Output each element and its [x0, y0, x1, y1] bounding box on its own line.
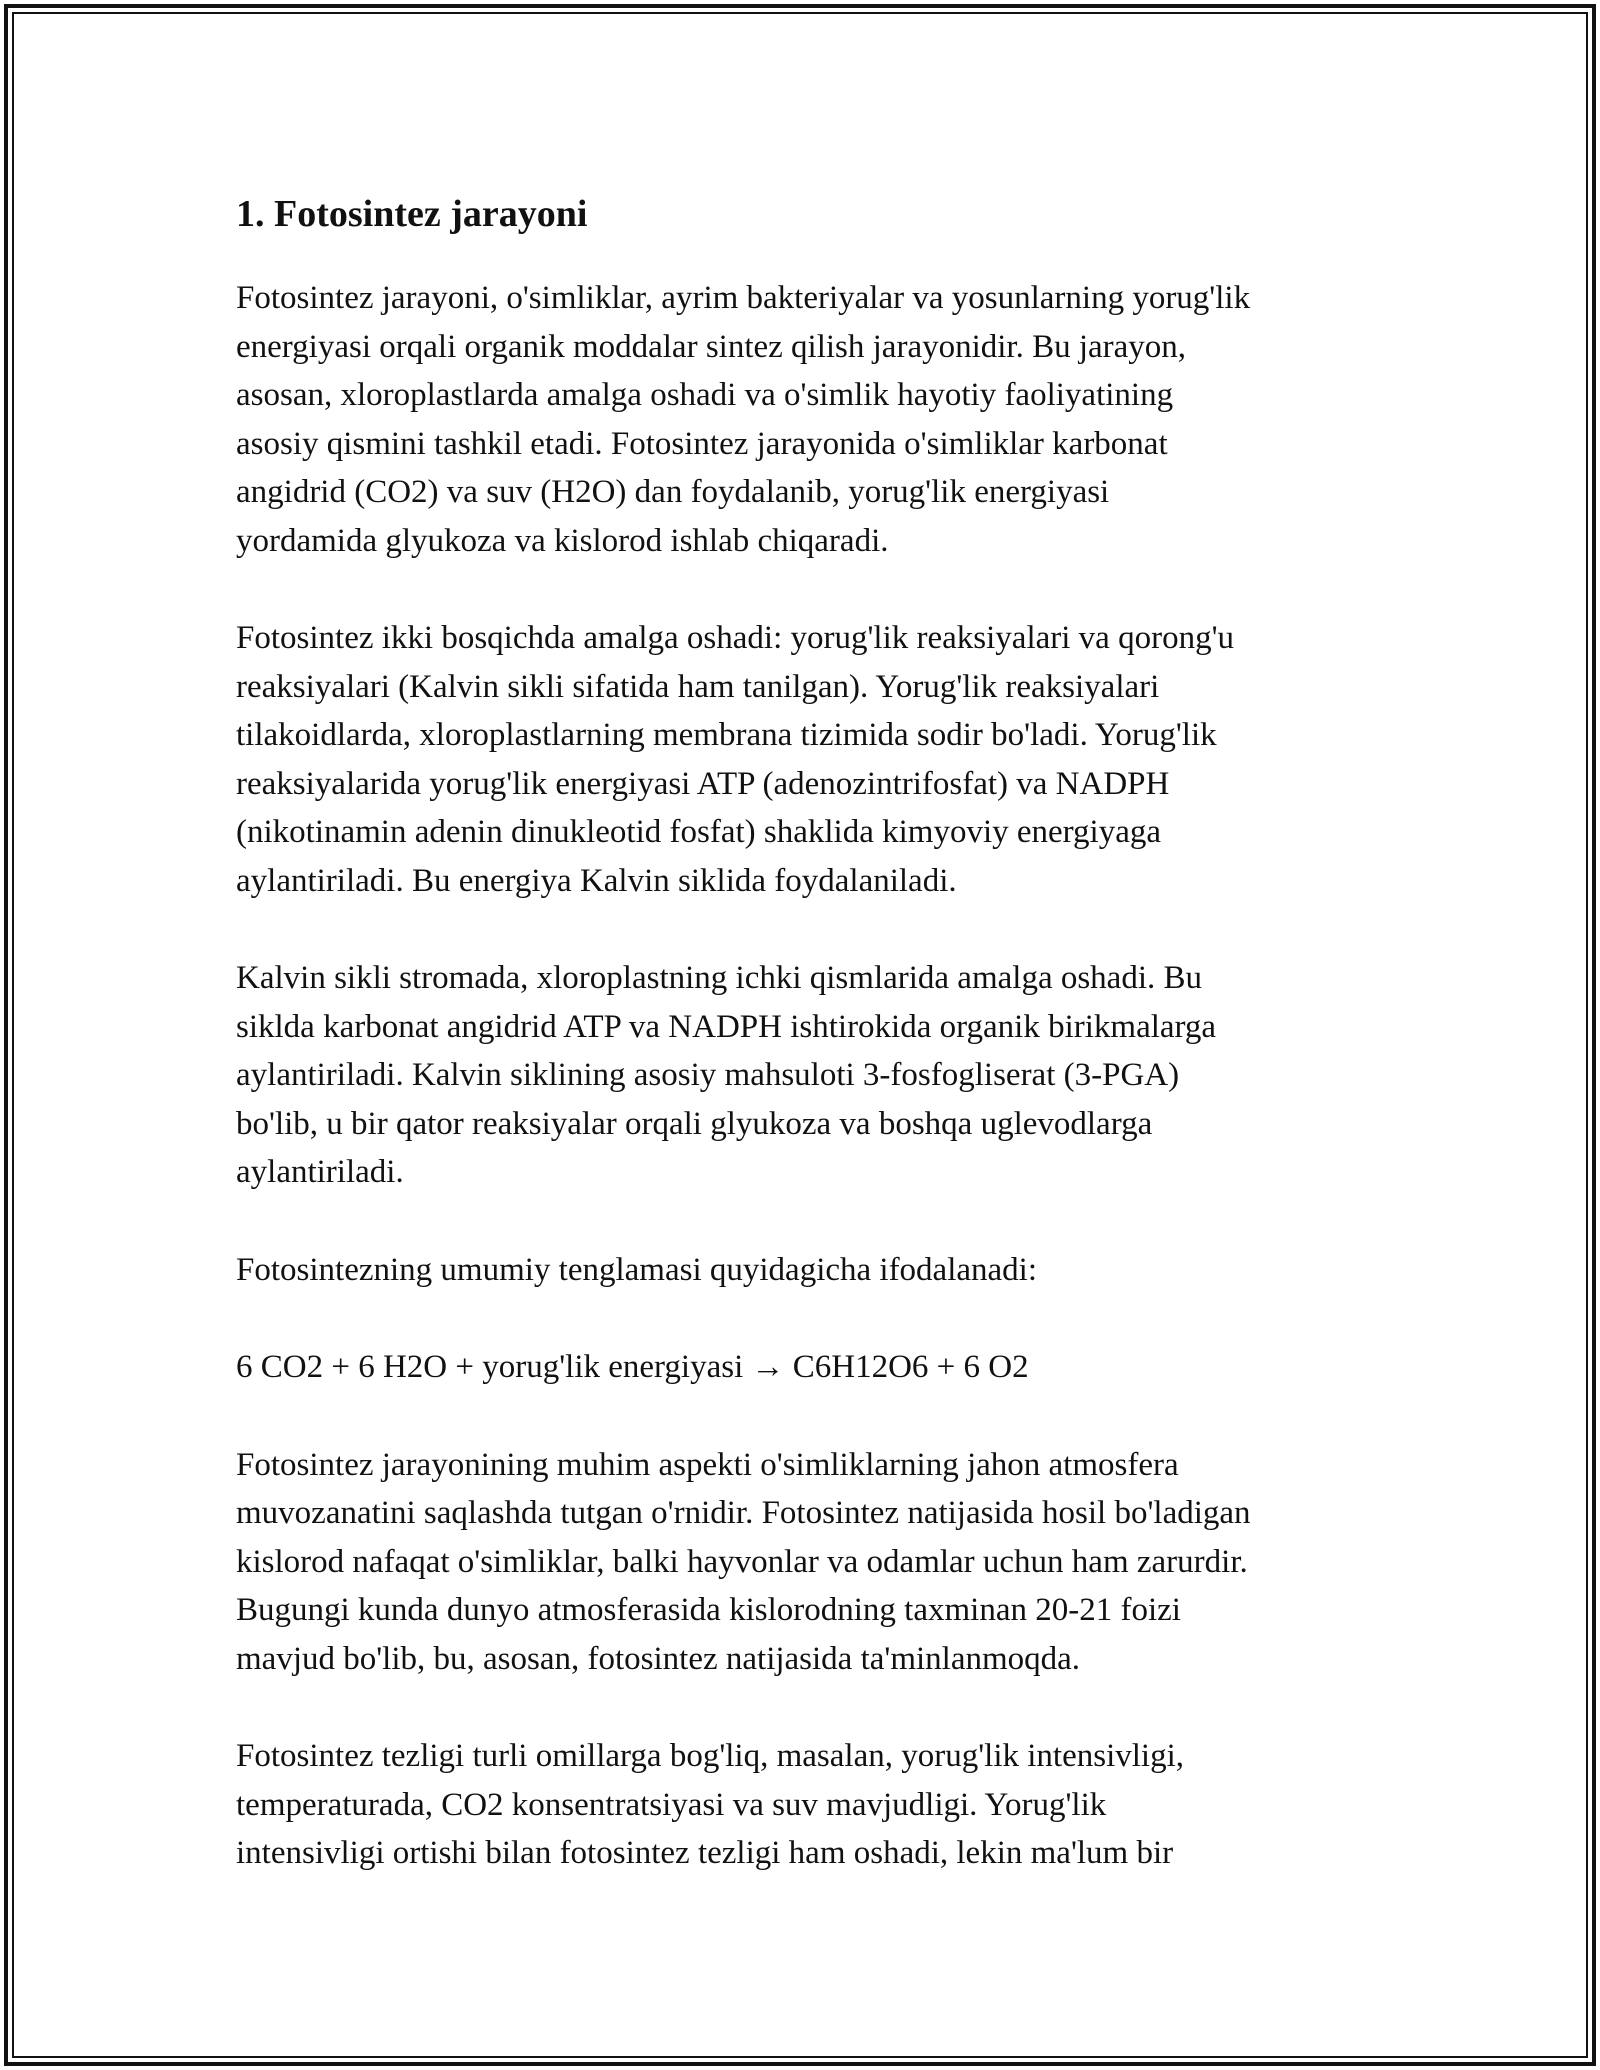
paragraph-line: Fotosintez jarayonining muhim aspekti o'simliklarning jahon atmosfera	[236, 1446, 1179, 1483]
paragraph-line: kislorod nafaqat o'simliklar, balki hayvonlar va odamlar uchun ham zarurdir.	[236, 1543, 1248, 1580]
paragraph	[236, 954, 1376, 1197]
paragraph-line: intensivligi ortishi bilan fotosintez tezligi ham oshadi, lekin ma'lum bir	[236, 1835, 1174, 1871]
document-body	[236, 184, 1376, 1927]
paragraph-line: reaksiyalarida yorug'lik energiyasi ATP (adenozintrifosfat) va NADPH	[236, 765, 1170, 802]
paragraph	[236, 614, 1376, 905]
paragraph-line: aylantiriladi. Bu energiya Kalvin siklida foydalaniladi.	[236, 862, 957, 899]
paragraph-line: aylantiriladi.	[236, 1154, 404, 1190]
paragraph-line: energiyasi orqali organik moddalar sintez qilish jarayonidir. Bu jarayon,	[236, 328, 1187, 365]
paragraph	[236, 1343, 1376, 1392]
paragraph-line: angidrid (CO2) va suv (H2O) dan foydalanib, yorug'lik energiyasi	[236, 474, 1110, 510]
paragraph-line: reaksiyalari (Kalvin sikli sifatida ham tanilgan). Yorug'lik reaksiyalari	[236, 668, 1160, 705]
paragraph	[236, 1441, 1376, 1684]
section-heading: 1. Fotosintez jarayoni	[236, 193, 588, 235]
paragraph-line: Fotosintez jarayoni, o'simliklar, ayrim bakteriyalar va yosunlarning yorug'lik	[236, 280, 1251, 316]
paragraph-line: siklda karbonat angidrid ATP va NADPH ishtirokida organik birikmalarga	[236, 1008, 1217, 1045]
paragraph-line: Fotosintezning umumiy tenglamasi quyidagicha ifodalanadi:	[236, 1251, 1038, 1288]
paragraph-line: temperaturada, CO2 konsentratsiyasi va suv mavjudligi. Yorug'lik	[236, 1786, 1107, 1823]
paragraph	[236, 1246, 1376, 1295]
paragraph-line: mavjud bo'lib, bu, asosan, fotosintez natijasida ta'minlanmoqda.	[236, 1640, 1081, 1677]
paragraph-line: Kalvin sikli stromada, xloroplastning ichki qismlarida amalga oshadi. Bu	[236, 960, 1203, 996]
paragraph-line: yordamida glyukoza va kislorod ishlab chiqaradi.	[236, 522, 889, 559]
paragraph-line: Fotosintez tezligi turli omillarga bog'liq, masalan, yorug'lik intensivligi,	[236, 1738, 1184, 1774]
paragraph	[236, 1732, 1376, 1878]
paragraph-line: asosiy qismini tashkil etadi. Fotosintez jarayonida o'simliklar karbonat	[236, 425, 1168, 462]
paragraph-line: asosan, xloroplastlarda amalga oshadi va o'simlik hayotiy faoliyatining	[236, 377, 1174, 413]
paragraph	[236, 274, 1376, 565]
paragraph-line: (nikotinamin adenin dinukleotid fosfat) shaklida kimyoviy energiyaga	[236, 814, 1162, 850]
paragraph-line: muvozanatini saqlashda tutgan o'rnidir. Fotosintez natijasida hosil bo'ladigan	[236, 1495, 1251, 1531]
paragraph-list	[236, 274, 1376, 1878]
paragraph-line: 6 CO2 + 6 H2O + yorug'lik energiyasi → C6H12O6 + 6 O2	[236, 1349, 1029, 1385]
paragraph-line: bo'lib, u bir qator reaksiyalar orqali glyukoza va boshqa uglevodlarga	[236, 1105, 1153, 1142]
paragraph-line: aylantiriladi. Kalvin siklining asosiy mahsuloti 3-fosfogliserat (3-PGA)	[236, 1057, 1180, 1093]
paragraph-line: tilakoidlarda, xloroplastlarning membrana tizimida sodir bo'ladi. Yorug'lik	[236, 717, 1217, 753]
paragraph-line: Fotosintez ikki bosqichda amalga oshadi: yorug'lik reaksiyalari va qorong'u	[236, 620, 1235, 656]
paragraph-line: Bugungi kunda dunyo atmosferasida kislorodning taxminan 20-21 foizi	[236, 1592, 1181, 1628]
